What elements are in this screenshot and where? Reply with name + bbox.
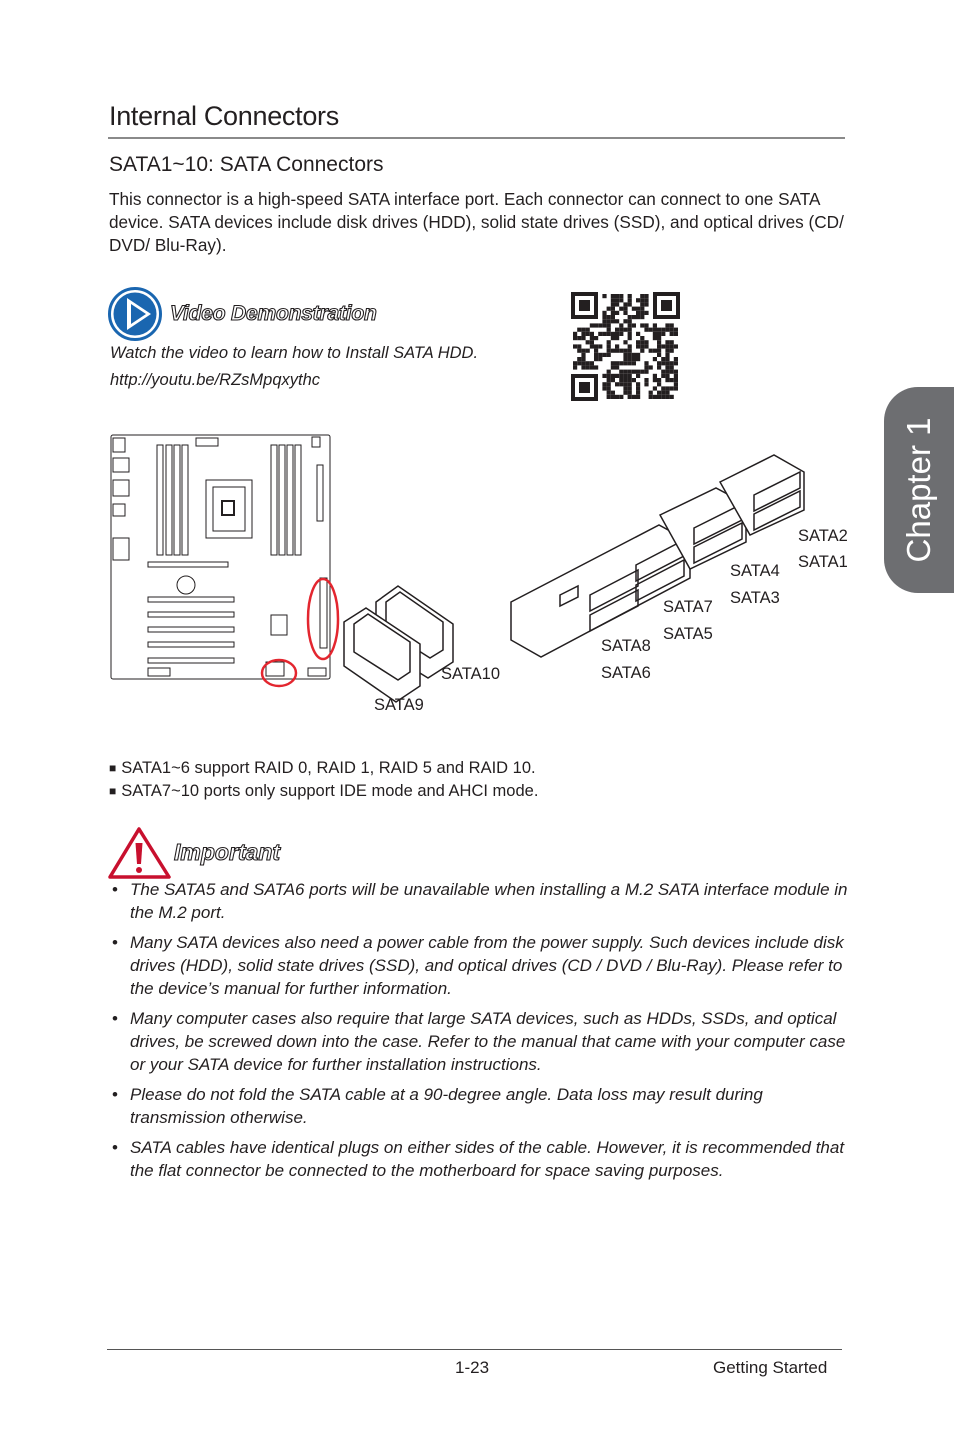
video-caption-block [110,340,478,394]
title-divider [108,137,845,139]
highlight-horizontal-sata [262,660,296,686]
bullet-text: SATA cables have identical plugs on either sides of the cable. However, it is recommended that the flat connector be connected to the motherboard for space saving purposes. [130,1138,845,1180]
video-demonstration-heading: Video Demonstration [170,302,377,325]
list-item: • Many computer cases also require that large SATA devices, such as HDDs, SSDs, and optical drives, be screwed down into the case. Refer to the manual that came with your computer case or your SATA device for further installation instructions. [109,1007,849,1076]
sata-label: SATA1 [798,553,848,571]
qr-code-icon [571,292,680,401]
warning-icon [108,826,172,880]
footer-divider [107,1349,842,1350]
sata-label: SATA5 [663,625,713,643]
bullet-text: Please do not fold the SATA cable at a 90-degree angle. Data loss may result during transmission otherwise. [130,1085,763,1127]
sata-label: SATA9 [374,696,424,714]
video-caption: Watch the video to learn how to Install SATA HDD. [110,344,479,362]
important-heading: Important [174,839,281,865]
sata-label: SATA7 [663,598,713,616]
intro-paragraph: This connector is a high-speed SATA interface port. Each connector can connect to one SATA device. SATA devices include disk drives (HDD), solid state drives (SSD), and optical drives (CD/ DVD/ Blu-Ray). [109,189,844,255]
sata1-8-connectors [511,455,804,657]
note-text: SATA1~6 support RAID 0, RAID 1, RAID 5 and RAID 10. [121,759,536,777]
sata-label: SATA3 [730,589,780,607]
sata9-10-connectors [344,586,453,702]
play-icon [106,285,164,343]
video-url[interactable]: http://youtu.be/RZsMpqxythc [110,371,321,389]
sata-label: SATA2 [798,527,848,545]
important-bullet-list [109,878,849,1189]
list-item: • SATA cables have identical plugs on either sides of the cable. However, it is recommended that the flat connector be connected to the motherboard for space saving purposes. [109,1136,849,1182]
sata-label: SATA6 [601,664,651,682]
sata-label: SATA10 [441,665,500,683]
chapter-tab[interactable] [884,387,954,593]
raid-notes [109,757,538,803]
sata-label: SATA4 [730,562,780,580]
running-footer-title: Getting Started [713,1358,828,1377]
note-item: ■ SATA7~10 ports only support IDE mode and AHCI mode. [109,782,539,800]
list-item: • Please do not fold the SATA cable at a 90-degree angle. Data loss may result during transmission otherwise. [109,1083,849,1129]
subsection-title: SATA1~10: SATA Connectors [109,153,384,176]
note-text: SATA7~10 ports only support IDE mode and AHCI mode. [121,782,539,800]
list-item: • The SATA5 and SATA6 ports will be unavailable when installing a M.2 SATA interface module in the M.2 port. [112,880,848,922]
sata-connector-diagram [108,430,868,730]
highlight-vertical-sata [308,579,338,659]
bullet-text: Many computer cases also require that large SATA devices, such as HDDs, SSDs, and optical drives, be screwed down into the case. Refer to the manual that came with your computer case or your SATA device for further installation instructions. [130,1009,846,1074]
sata-label: SATA8 [601,637,651,655]
chapter-tab-label: Chapter 1 [900,417,937,563]
bullet-text: Many SATA devices also need a power cable from the power supply. Such devices include disk drives (HDD), solid state drives (SSD), and optical drives (CD / DVD / Blu-Ray). Please refer to the device’s manual for further information. [130,933,844,998]
bullet-text: The SATA5 and SATA6 ports will be unavailable when installing a M.2 SATA interface module in the M.2 port. [130,880,848,922]
section-title: Internal Connectors [109,101,339,131]
page-number: 1-23 [455,1358,490,1377]
motherboard-outline [111,435,330,679]
note-item: ■ SATA1~6 support RAID 0, RAID 1, RAID 5 and RAID 10. [109,759,536,777]
list-item: • Many SATA devices also need a power cable from the power supply. Such devices include disk drives (HDD), solid state drives (SSD), and optical drives (CD / DVD / Blu-Ray). Please refer to the device’s manual for further information. [109,931,849,1000]
